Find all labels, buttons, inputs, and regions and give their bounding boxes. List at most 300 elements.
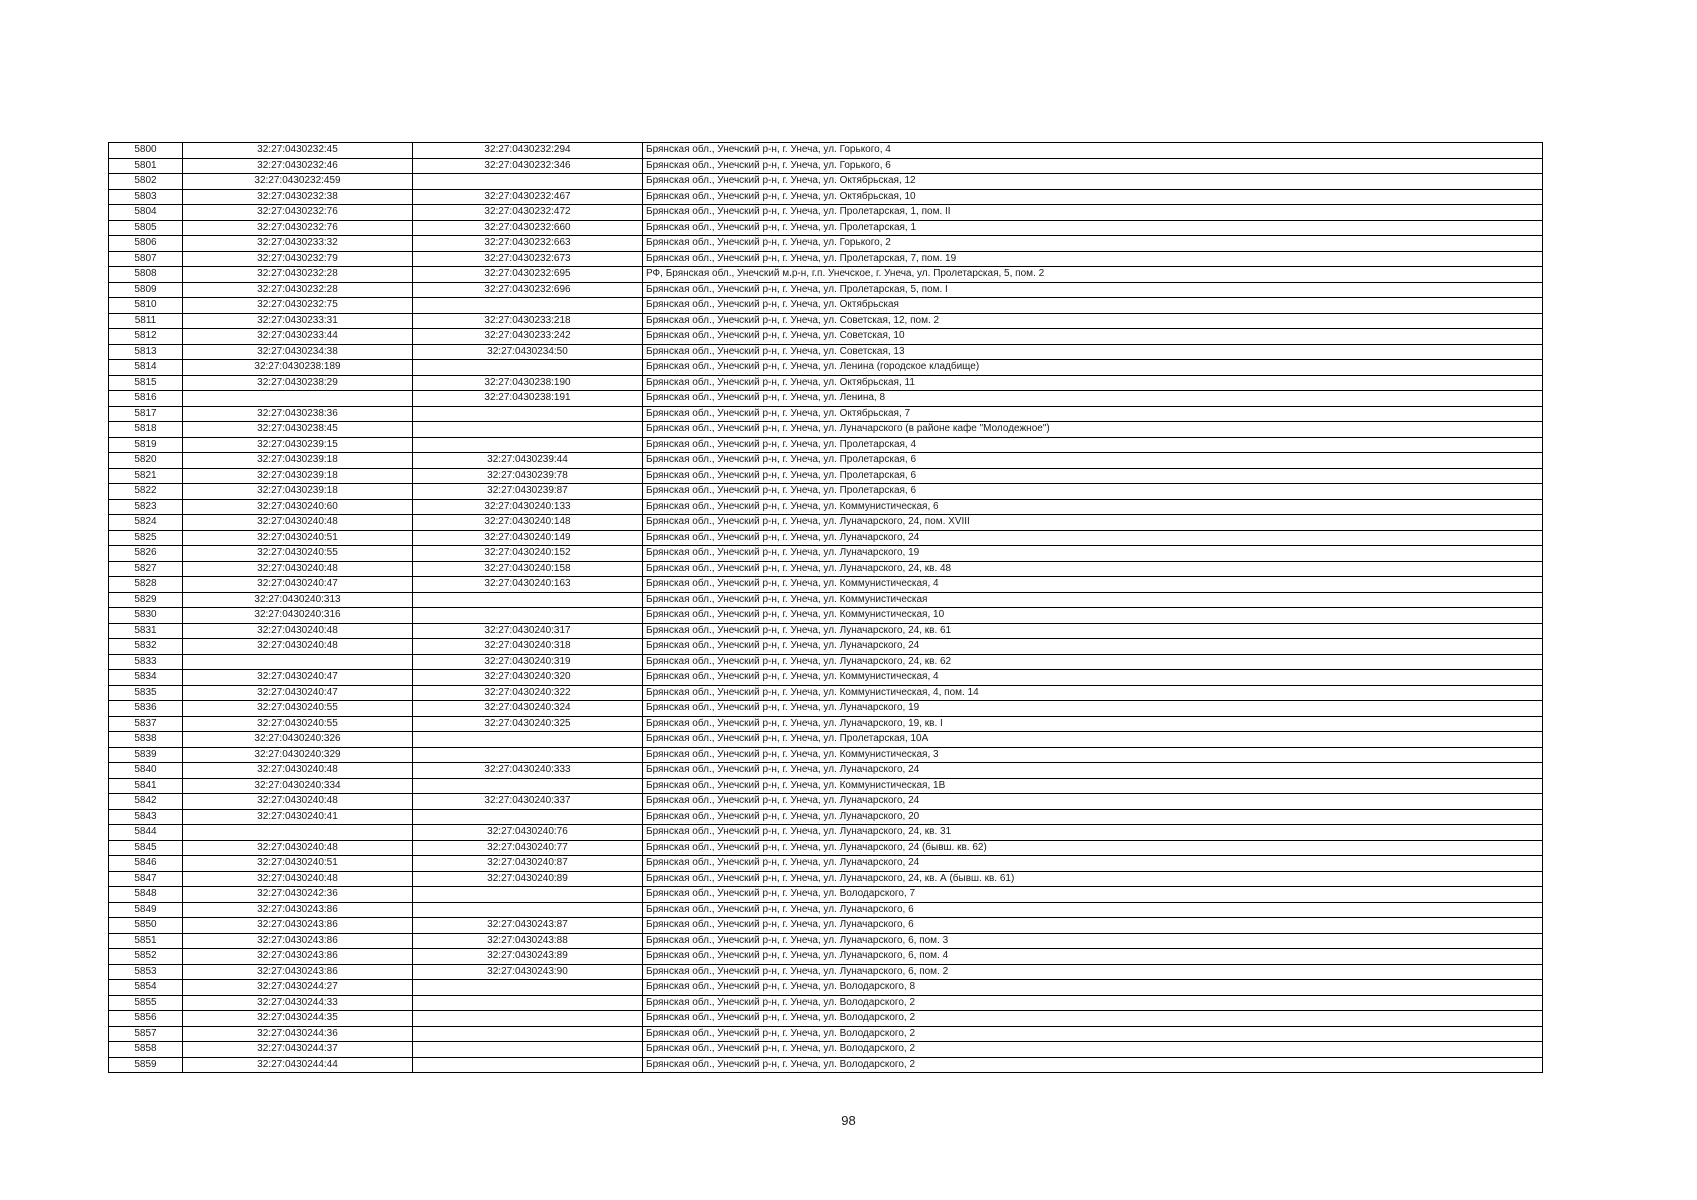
row-number-cell: 5832	[109, 639, 183, 655]
property-registry-table	[108, 142, 1543, 1073]
row-number-cell: 5815	[109, 375, 183, 391]
table-row	[109, 313, 1543, 329]
address-cell: Брянская обл., Унечский р-н, г. Унеча, ул. Луначарского, 20	[643, 809, 1543, 825]
land-cadastral-number-cell: 32:27:0430232:79	[183, 251, 413, 267]
address-cell: Брянская обл., Унечский р-н, г. Унеча, ул. Коммунистическая, 4	[643, 670, 1543, 686]
address-cell: Брянская обл., Унечский р-н, г. Унеча, ул. Советская, 12, пом. 2	[643, 313, 1543, 329]
row-number-cell: 5820	[109, 453, 183, 469]
land-cadastral-number-cell: 32:27:0430238:189	[183, 360, 413, 376]
land-cadastral-number-cell: 32:27:0430240:48	[183, 515, 413, 531]
table-row	[109, 236, 1543, 252]
object-cadastral-number-cell: 32:27:0430232:346	[413, 158, 643, 174]
land-cadastral-number-cell: 32:27:0430244:44	[183, 1057, 413, 1073]
row-number-cell: 5848	[109, 887, 183, 903]
land-cadastral-number-cell: 32:27:0430240:48	[183, 794, 413, 810]
address-cell: Брянская обл., Унечский р-н, г. Унеча, ул. Луначарского, 24, пом. XVIII	[643, 515, 1543, 531]
address-cell: Брянская обл., Унечский р-н, г. Унеча, ул. Луначарского, 6, пом. 3	[643, 933, 1543, 949]
land-cadastral-number-cell: 32:27:0430232:75	[183, 298, 413, 314]
table-row	[109, 158, 1543, 174]
row-number-cell: 5830	[109, 608, 183, 624]
table-row	[109, 887, 1543, 903]
land-cadastral-number-cell: 32:27:0430243:86	[183, 902, 413, 918]
address-cell: Брянская обл., Унечский р-н, г. Унеча, ул. Октябрьская, 11	[643, 375, 1543, 391]
table-row	[109, 267, 1543, 283]
row-number-cell: 5825	[109, 530, 183, 546]
table-row	[109, 592, 1543, 608]
land-cadastral-number-cell	[183, 391, 413, 407]
object-cadastral-number-cell: 32:27:0430240:89	[413, 871, 643, 887]
address-cell: Брянская обл., Унечский р-н, г. Унеча, ул. Луначарского, 24	[643, 794, 1543, 810]
table-row	[109, 515, 1543, 531]
address-cell: Брянская обл., Унечский р-н, г. Унеча, ул. Пролетарская, 1	[643, 220, 1543, 236]
table-row	[109, 298, 1543, 314]
address-cell: Брянская обл., Унечский р-н, г. Унеча, ул. Советская, 10	[643, 329, 1543, 345]
address-cell: Брянская обл., Унечский р-н, г. Унеча, ул. Горького, 6	[643, 158, 1543, 174]
row-number-cell: 5850	[109, 918, 183, 934]
address-cell: Брянская обл., Унечский р-н, г. Унеча, ул. Коммунистическая, 1В	[643, 778, 1543, 794]
land-cadastral-number-cell: 32:27:0430239:15	[183, 437, 413, 453]
land-cadastral-number-cell: 32:27:0430238:29	[183, 375, 413, 391]
row-number-cell: 5853	[109, 964, 183, 980]
row-number-cell: 5817	[109, 406, 183, 422]
land-cadastral-number-cell: 32:27:0430240:48	[183, 639, 413, 655]
land-cadastral-number-cell: 32:27:0430232:46	[183, 158, 413, 174]
object-cadastral-number-cell: 32:27:0430238:191	[413, 391, 643, 407]
table-row	[109, 406, 1543, 422]
row-number-cell: 5852	[109, 949, 183, 965]
table-row	[109, 639, 1543, 655]
table-row	[109, 778, 1543, 794]
row-number-cell: 5846	[109, 856, 183, 872]
object-cadastral-number-cell	[413, 592, 643, 608]
row-number-cell: 5835	[109, 685, 183, 701]
row-number-cell: 5849	[109, 902, 183, 918]
land-cadastral-number-cell: 32:27:0430240:47	[183, 670, 413, 686]
table-row	[109, 143, 1543, 159]
row-number-cell: 5837	[109, 716, 183, 732]
table-row	[109, 251, 1543, 267]
row-number-cell: 5858	[109, 1042, 183, 1058]
address-cell: Брянская обл., Унечский р-н, г. Унеча, ул. Володарского, 7	[643, 887, 1543, 903]
land-cadastral-number-cell: 32:27:0430244:35	[183, 1011, 413, 1027]
row-number-cell: 5843	[109, 809, 183, 825]
row-number-cell: 5819	[109, 437, 183, 453]
land-cadastral-number-cell	[183, 825, 413, 841]
object-cadastral-number-cell: 32:27:0430238:190	[413, 375, 643, 391]
object-cadastral-number-cell	[413, 406, 643, 422]
row-number-cell: 5800	[109, 143, 183, 159]
table-row	[109, 763, 1543, 779]
object-cadastral-number-cell: 32:27:0430240:163	[413, 577, 643, 593]
land-cadastral-number-cell: 32:27:0430239:18	[183, 484, 413, 500]
address-cell: Брянская обл., Унечский р-н, г. Унеча, ул. Коммунистическая, 3	[643, 747, 1543, 763]
table-row	[109, 344, 1543, 360]
object-cadastral-number-cell: 32:27:0430232:673	[413, 251, 643, 267]
row-number-cell: 5842	[109, 794, 183, 810]
table-row	[109, 809, 1543, 825]
land-cadastral-number-cell: 32:27:0430232:28	[183, 267, 413, 283]
table-row	[109, 608, 1543, 624]
land-cadastral-number-cell: 32:27:0430243:86	[183, 933, 413, 949]
address-cell: Брянская обл., Унечский р-н, г. Унеча, ул. Луначарского, 24, кв. 62	[643, 654, 1543, 670]
object-cadastral-number-cell	[413, 360, 643, 376]
land-cadastral-number-cell: 32:27:0430238:45	[183, 422, 413, 438]
row-number-cell: 5801	[109, 158, 183, 174]
table-row	[109, 670, 1543, 686]
object-cadastral-number-cell	[413, 980, 643, 996]
address-cell: Брянская обл., Унечский р-н, г. Унеча, ул. Коммунистическая, 6	[643, 499, 1543, 515]
address-cell: РФ, Брянская обл., Унечский м.р-н, г.п. Унечское, г. Унеча, ул. Пролетарская, 5, пом. 2	[643, 267, 1543, 283]
land-cadastral-number-cell: 32:27:0430240:48	[183, 840, 413, 856]
object-cadastral-number-cell: 32:27:0430243:90	[413, 964, 643, 980]
address-cell: Брянская обл., Унечский р-н, г. Унеча, ул. Ленина (городское кладбище)	[643, 360, 1543, 376]
address-cell: Брянская обл., Унечский р-н, г. Унеча, ул. Коммунистическая, 4, пом. 14	[643, 685, 1543, 701]
object-cadastral-number-cell: 32:27:0430240:337	[413, 794, 643, 810]
row-number-cell: 5803	[109, 189, 183, 205]
row-number-cell: 5810	[109, 298, 183, 314]
object-cadastral-number-cell: 32:27:0430232:472	[413, 205, 643, 221]
row-number-cell: 5840	[109, 763, 183, 779]
row-number-cell: 5833	[109, 654, 183, 670]
object-cadastral-number-cell: 32:27:0430243:88	[413, 933, 643, 949]
object-cadastral-number-cell	[413, 809, 643, 825]
land-cadastral-number-cell: 32:27:0430240:47	[183, 685, 413, 701]
table-row	[109, 1011, 1543, 1027]
land-cadastral-number-cell: 32:27:0430233:44	[183, 329, 413, 345]
table-row	[109, 980, 1543, 996]
land-cadastral-number-cell: 32:27:0430240:55	[183, 716, 413, 732]
object-cadastral-number-cell	[413, 608, 643, 624]
land-cadastral-number-cell: 32:27:0430239:18	[183, 453, 413, 469]
row-number-cell: 5836	[109, 701, 183, 717]
row-number-cell: 5831	[109, 623, 183, 639]
address-cell: Брянская обл., Унечский р-н, г. Унеча, ул. Луначарского, 24	[643, 639, 1543, 655]
address-cell: Брянская обл., Унечский р-н, г. Унеча, ул. Луначарского, 24, кв. А (бывш. кв. 61)	[643, 871, 1543, 887]
land-cadastral-number-cell: 32:27:0430240:51	[183, 530, 413, 546]
land-cadastral-number-cell: 32:27:0430243:86	[183, 949, 413, 965]
object-cadastral-number-cell	[413, 887, 643, 903]
table-row	[109, 949, 1543, 965]
row-number-cell: 5812	[109, 329, 183, 345]
object-cadastral-number-cell	[413, 995, 643, 1011]
table-row	[109, 918, 1543, 934]
row-number-cell: 5814	[109, 360, 183, 376]
table-row	[109, 654, 1543, 670]
object-cadastral-number-cell: 32:27:0430240:324	[413, 701, 643, 717]
land-cadastral-number-cell: 32:27:0430233:31	[183, 313, 413, 329]
row-number-cell: 5829	[109, 592, 183, 608]
address-cell: Брянская обл., Унечский р-н, г. Унеча, ул. Октябрьская, 10	[643, 189, 1543, 205]
object-cadastral-number-cell: 32:27:0430240:158	[413, 561, 643, 577]
address-cell: Брянская обл., Унечский р-н, г. Унеча, ул. Октябрьская, 7	[643, 406, 1543, 422]
land-cadastral-number-cell: 32:27:0430240:41	[183, 809, 413, 825]
table-row	[109, 220, 1543, 236]
row-number-cell: 5844	[109, 825, 183, 841]
table-row	[109, 189, 1543, 205]
address-cell: Брянская обл., Унечский р-н, г. Унеча, ул. Володарского, 8	[643, 980, 1543, 996]
address-cell: Брянская обл., Унечский р-н, г. Унеча, ул. Луначарского (в районе кафе "Молодежное")	[643, 422, 1543, 438]
land-cadastral-number-cell: 32:27:0430244:27	[183, 980, 413, 996]
row-number-cell: 5823	[109, 499, 183, 515]
row-number-cell: 5856	[109, 1011, 183, 1027]
object-cadastral-number-cell	[413, 437, 643, 453]
address-cell: Брянская обл., Унечский р-н, г. Унеча, ул. Луначарского, 24 (бывш. кв. 62)	[643, 840, 1543, 856]
table-row	[109, 856, 1543, 872]
table-row	[109, 747, 1543, 763]
table-row	[109, 530, 1543, 546]
land-cadastral-number-cell: 32:27:0430238:36	[183, 406, 413, 422]
table-row	[109, 391, 1543, 407]
object-cadastral-number-cell: 32:27:0430233:242	[413, 329, 643, 345]
object-cadastral-number-cell: 32:27:0430240:76	[413, 825, 643, 841]
table-row	[109, 623, 1543, 639]
land-cadastral-number-cell: 32:27:0430240:326	[183, 732, 413, 748]
row-number-cell: 5818	[109, 422, 183, 438]
row-number-cell: 5811	[109, 313, 183, 329]
table-row	[109, 1026, 1543, 1042]
address-cell: Брянская обл., Унечский р-н, г. Унеча, ул. Володарского, 2	[643, 1011, 1543, 1027]
row-number-cell: 5821	[109, 468, 183, 484]
address-cell: Брянская обл., Унечский р-н, г. Унеча, ул. Пролетарская, 4	[643, 437, 1543, 453]
table-row	[109, 437, 1543, 453]
land-cadastral-number-cell: 32:27:0430240:316	[183, 608, 413, 624]
object-cadastral-number-cell	[413, 1042, 643, 1058]
land-cadastral-number-cell: 32:27:0430240:55	[183, 546, 413, 562]
object-cadastral-number-cell	[413, 747, 643, 763]
table-row	[109, 174, 1543, 190]
row-number-cell: 5828	[109, 577, 183, 593]
object-cadastral-number-cell: 32:27:0430232:294	[413, 143, 643, 159]
table-row	[109, 282, 1543, 298]
row-number-cell: 5838	[109, 732, 183, 748]
row-number-cell: 5809	[109, 282, 183, 298]
address-cell: Брянская обл., Унечский р-н, г. Унеча, ул. Октябрьская, 12	[643, 174, 1543, 190]
table-row	[109, 840, 1543, 856]
land-cadastral-number-cell: 32:27:0430232:76	[183, 205, 413, 221]
table-row	[109, 360, 1543, 376]
row-number-cell: 5845	[109, 840, 183, 856]
row-number-cell: 5851	[109, 933, 183, 949]
table-row	[109, 422, 1543, 438]
table-row	[109, 732, 1543, 748]
table-row	[109, 1057, 1543, 1073]
table-row	[109, 1042, 1543, 1058]
land-cadastral-number-cell: 32:27:0430232:45	[183, 143, 413, 159]
row-number-cell: 5857	[109, 1026, 183, 1042]
land-cadastral-number-cell: 32:27:0430233:32	[183, 236, 413, 252]
address-cell: Брянская обл., Унечский р-н, г. Унеча, ул. Горького, 4	[643, 143, 1543, 159]
land-cadastral-number-cell: 32:27:0430232:38	[183, 189, 413, 205]
address-cell: Брянская обл., Унечский р-н, г. Унеча, ул. Луначарского, 19	[643, 701, 1543, 717]
table-row	[109, 964, 1543, 980]
address-cell: Брянская обл., Унечский р-н, г. Унеча, ул. Луначарского, 19	[643, 546, 1543, 562]
object-cadastral-number-cell: 32:27:0430243:89	[413, 949, 643, 965]
land-cadastral-number-cell: 32:27:0430232:76	[183, 220, 413, 236]
row-number-cell: 5808	[109, 267, 183, 283]
row-number-cell: 5854	[109, 980, 183, 996]
address-cell: Брянская обл., Унечский р-н, г. Унеча, ул. Горького, 2	[643, 236, 1543, 252]
address-cell: Брянская обл., Унечский р-н, г. Унеча, ул. Пролетарская, 1, пом. II	[643, 205, 1543, 221]
object-cadastral-number-cell: 32:27:0430240:325	[413, 716, 643, 732]
address-cell: Брянская обл., Унечский р-н, г. Унеча, ул. Володарского, 2	[643, 1026, 1543, 1042]
table-row	[109, 561, 1543, 577]
row-number-cell: 5841	[109, 778, 183, 794]
object-cadastral-number-cell: 32:27:0430232:660	[413, 220, 643, 236]
row-number-cell: 5847	[109, 871, 183, 887]
land-cadastral-number-cell: 32:27:0430234:38	[183, 344, 413, 360]
land-cadastral-number-cell: 32:27:0430240:55	[183, 701, 413, 717]
address-cell: Брянская обл., Унечский р-н, г. Унеча, ул. Луначарского, 6	[643, 902, 1543, 918]
address-cell: Брянская обл., Унечский р-н, г. Унеча, ул. Володарского, 2	[643, 995, 1543, 1011]
object-cadastral-number-cell	[413, 1011, 643, 1027]
object-cadastral-number-cell	[413, 298, 643, 314]
row-number-cell: 5813	[109, 344, 183, 360]
row-number-cell: 5839	[109, 747, 183, 763]
land-cadastral-number-cell: 32:27:0430240:60	[183, 499, 413, 515]
address-cell: Брянская обл., Унечский р-н, г. Унеча, ул. Луначарского, 24	[643, 856, 1543, 872]
object-cadastral-number-cell	[413, 1057, 643, 1073]
land-cadastral-number-cell: 32:27:0430244:36	[183, 1026, 413, 1042]
object-cadastral-number-cell: 32:27:0430240:317	[413, 623, 643, 639]
address-cell: Брянская обл., Унечский р-н, г. Унеча, ул. Коммунистическая, 10	[643, 608, 1543, 624]
address-cell: Брянская обл., Унечский р-н, г. Унеча, ул. Луначарского, 6	[643, 918, 1543, 934]
object-cadastral-number-cell: 32:27:0430240:152	[413, 546, 643, 562]
object-cadastral-number-cell: 32:27:0430239:87	[413, 484, 643, 500]
object-cadastral-number-cell: 32:27:0430240:318	[413, 639, 643, 655]
row-number-cell: 5834	[109, 670, 183, 686]
object-cadastral-number-cell: 32:27:0430240:148	[413, 515, 643, 531]
object-cadastral-number-cell	[413, 732, 643, 748]
object-cadastral-number-cell: 32:27:0430232:696	[413, 282, 643, 298]
land-cadastral-number-cell: 32:27:0430232:28	[183, 282, 413, 298]
table-row	[109, 329, 1543, 345]
address-cell: Брянская обл., Унечский р-н, г. Унеча, ул. Луначарского, 6, пом. 4	[643, 949, 1543, 965]
registry-table-body	[109, 143, 1543, 1073]
row-number-cell: 5816	[109, 391, 183, 407]
object-cadastral-number-cell: 32:27:0430240:322	[413, 685, 643, 701]
object-cadastral-number-cell	[413, 778, 643, 794]
address-cell: Брянская обл., Унечский р-н, г. Унеча, ул. Коммунистическая, 4	[643, 577, 1543, 593]
address-cell: Брянская обл., Унечский р-н, г. Унеча, ул. Пролетарская, 10А	[643, 732, 1543, 748]
row-number-cell: 5859	[109, 1057, 183, 1073]
row-number-cell: 5802	[109, 174, 183, 190]
address-cell: Брянская обл., Унечский р-н, г. Унеча, ул. Луначарского, 24	[643, 530, 1543, 546]
table-row	[109, 825, 1543, 841]
address-cell: Брянская обл., Унечский р-н, г. Унеча, ул. Луначарского, 24, кв. 48	[643, 561, 1543, 577]
object-cadastral-number-cell: 32:27:0430232:695	[413, 267, 643, 283]
row-number-cell: 5805	[109, 220, 183, 236]
object-cadastral-number-cell: 32:27:0430240:319	[413, 654, 643, 670]
row-number-cell: 5806	[109, 236, 183, 252]
land-cadastral-number-cell: 32:27:0430239:18	[183, 468, 413, 484]
land-cadastral-number-cell: 32:27:0430243:86	[183, 918, 413, 934]
object-cadastral-number-cell: 32:27:0430239:44	[413, 453, 643, 469]
address-cell: Брянская обл., Унечский р-н, г. Унеча, ул. Луначарского, 6, пом. 2	[643, 964, 1543, 980]
row-number-cell: 5824	[109, 515, 183, 531]
table-row	[109, 871, 1543, 887]
land-cadastral-number-cell: 32:27:0430240:48	[183, 871, 413, 887]
land-cadastral-number-cell	[183, 654, 413, 670]
object-cadastral-number-cell: 32:27:0430240:87	[413, 856, 643, 872]
object-cadastral-number-cell: 32:27:0430232:663	[413, 236, 643, 252]
object-cadastral-number-cell: 32:27:0430234:50	[413, 344, 643, 360]
address-cell: Брянская обл., Унечский р-н, г. Унеча, ул. Пролетарская, 6	[643, 468, 1543, 484]
address-cell: Брянская обл., Унечский р-н, г. Унеча, ул. Пролетарская, 5, пом. I	[643, 282, 1543, 298]
address-cell: Брянская обл., Унечский р-н, г. Унеча, ул. Октябрьская	[643, 298, 1543, 314]
object-cadastral-number-cell	[413, 902, 643, 918]
table-row	[109, 484, 1543, 500]
row-number-cell: 5827	[109, 561, 183, 577]
object-cadastral-number-cell: 32:27:0430240:149	[413, 530, 643, 546]
address-cell: Брянская обл., Унечский р-н, г. Унеча, ул. Володарского, 2	[643, 1042, 1543, 1058]
object-cadastral-number-cell: 32:27:0430233:218	[413, 313, 643, 329]
table-row	[109, 794, 1543, 810]
object-cadastral-number-cell: 32:27:0430240:133	[413, 499, 643, 515]
table-row	[109, 902, 1543, 918]
land-cadastral-number-cell: 32:27:0430244:37	[183, 1042, 413, 1058]
object-cadastral-number-cell: 32:27:0430240:320	[413, 670, 643, 686]
table-row	[109, 716, 1543, 732]
object-cadastral-number-cell	[413, 174, 643, 190]
address-cell: Брянская обл., Унечский р-н, г. Унеча, ул. Пролетарская, 6	[643, 484, 1543, 500]
table-row	[109, 205, 1543, 221]
object-cadastral-number-cell: 32:27:0430239:78	[413, 468, 643, 484]
address-cell: Брянская обл., Унечский р-н, г. Унеча, ул. Луначарского, 24, кв. 31	[643, 825, 1543, 841]
address-cell: Брянская обл., Унечский р-н, г. Унеча, ул. Луначарского, 24, кв. 61	[643, 623, 1543, 639]
object-cadastral-number-cell	[413, 422, 643, 438]
address-cell: Брянская обл., Унечский р-н, г. Унеча, ул. Советская, 13	[643, 344, 1543, 360]
object-cadastral-number-cell	[413, 1026, 643, 1042]
object-cadastral-number-cell: 32:27:0430240:77	[413, 840, 643, 856]
table-row	[109, 499, 1543, 515]
land-cadastral-number-cell: 32:27:0430240:51	[183, 856, 413, 872]
table-row	[109, 375, 1543, 391]
page-number: 98	[841, 1113, 856, 1128]
object-cadastral-number-cell: 32:27:0430232:467	[413, 189, 643, 205]
row-number-cell: 5822	[109, 484, 183, 500]
address-cell: Брянская обл., Унечский р-н, г. Унеча, ул. Володарского, 2	[643, 1057, 1543, 1073]
land-cadastral-number-cell: 32:27:0430240:48	[183, 763, 413, 779]
table-row	[109, 453, 1543, 469]
land-cadastral-number-cell: 32:27:0430240:313	[183, 592, 413, 608]
row-number-cell: 5855	[109, 995, 183, 1011]
address-cell: Брянская обл., Унечский р-н, г. Унеча, ул. Луначарского, 19, кв. I	[643, 716, 1543, 732]
address-cell: Брянская обл., Унечский р-н, г. Унеча, ул. Ленина, 8	[643, 391, 1543, 407]
table-row	[109, 546, 1543, 562]
land-cadastral-number-cell: 32:27:0430240:48	[183, 623, 413, 639]
land-cadastral-number-cell: 32:27:0430240:329	[183, 747, 413, 763]
table-row	[109, 685, 1543, 701]
land-cadastral-number-cell: 32:27:0430242:36	[183, 887, 413, 903]
address-cell: Брянская обл., Унечский р-н, г. Унеча, ул. Луначарского, 24	[643, 763, 1543, 779]
address-cell: Брянская обл., Унечский р-н, г. Унеча, ул. Коммунистическая	[643, 592, 1543, 608]
land-cadastral-number-cell: 32:27:0430243:86	[183, 964, 413, 980]
land-cadastral-number-cell: 32:27:0430240:334	[183, 778, 413, 794]
table-row	[109, 933, 1543, 949]
land-cadastral-number-cell: 32:27:0430240:47	[183, 577, 413, 593]
row-number-cell: 5807	[109, 251, 183, 267]
land-cadastral-number-cell: 32:27:0430240:48	[183, 561, 413, 577]
table-row	[109, 701, 1543, 717]
table-row	[109, 577, 1543, 593]
row-number-cell: 5826	[109, 546, 183, 562]
table-row	[109, 468, 1543, 484]
address-cell: Брянская обл., Унечский р-н, г. Унеча, ул. Пролетарская, 7, пом. 19	[643, 251, 1543, 267]
land-cadastral-number-cell: 32:27:0430232:459	[183, 174, 413, 190]
object-cadastral-number-cell: 32:27:0430243:87	[413, 918, 643, 934]
address-cell: Брянская обл., Унечский р-н, г. Унеча, ул. Пролетарская, 6	[643, 453, 1543, 469]
table-row	[109, 995, 1543, 1011]
